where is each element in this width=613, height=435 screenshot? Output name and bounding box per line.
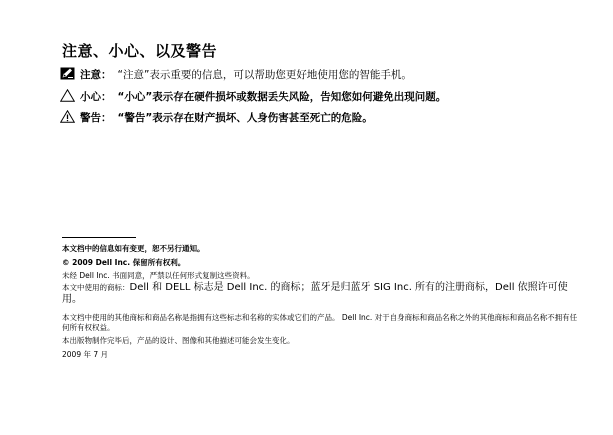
page-title: 注意、小心、以及警告	[62, 42, 218, 60]
caution-notice	[60, 89, 446, 104]
design-change-notice: 本出版物制作完毕后，产品的设计、图像和其他描述可能会发生变化。	[62, 336, 295, 345]
footnote-divider	[62, 237, 136, 238]
note-pencil-icon	[60, 67, 75, 80]
warning-label: 警告：	[80, 112, 112, 124]
copyright-line: © 2009 Dell Inc. 保留所有权利。	[62, 258, 186, 267]
caution-text: “小心”表示存在硬件损坏或数据丢失风险，告知您如何避免出现问题。	[117, 91, 447, 103]
note-notice	[60, 67, 412, 82]
warning-notice	[60, 110, 373, 125]
other-trademarks-notice: 本文档中使用的其他商标和商品名称是指拥有这些标志和名称的实体或它们的产品。 Dell Inc. 对于自身商标和商品名称之外的其他商标和商品名称不拥有任何所有权权益。	[62, 313, 578, 332]
trademark-text: Dell 和 DELL 标志是 Dell Inc. 的商标；蓝牙是归蓝牙 SIG Inc. 所有的注册商标，Dell 依照许可使用。	[62, 282, 568, 305]
reproduction-notice: 未经 Dell Inc. 书面同意，严禁以任何形式复制这些资料。	[62, 271, 255, 280]
legal-change-notice: 本文档中的信息如有变更，恕不另行通知。	[62, 244, 205, 253]
note-label: 注意：	[80, 69, 112, 81]
trademark-notice	[62, 282, 578, 306]
note-text: “注意”表示重要的信息，可以帮助您更好地使用您的智能手机。	[117, 69, 412, 81]
caution-triangle-icon	[60, 89, 75, 102]
publication-date: 2009 年 7 月	[62, 350, 109, 359]
caution-label: 小心：	[80, 91, 112, 103]
warning-triangle-icon	[60, 110, 75, 123]
trademark-prefix: 本文中使用的商标：	[62, 283, 130, 292]
warning-text: “警告”表示存在财产损坏、人身伤害甚至死亡的危险。	[117, 112, 373, 124]
